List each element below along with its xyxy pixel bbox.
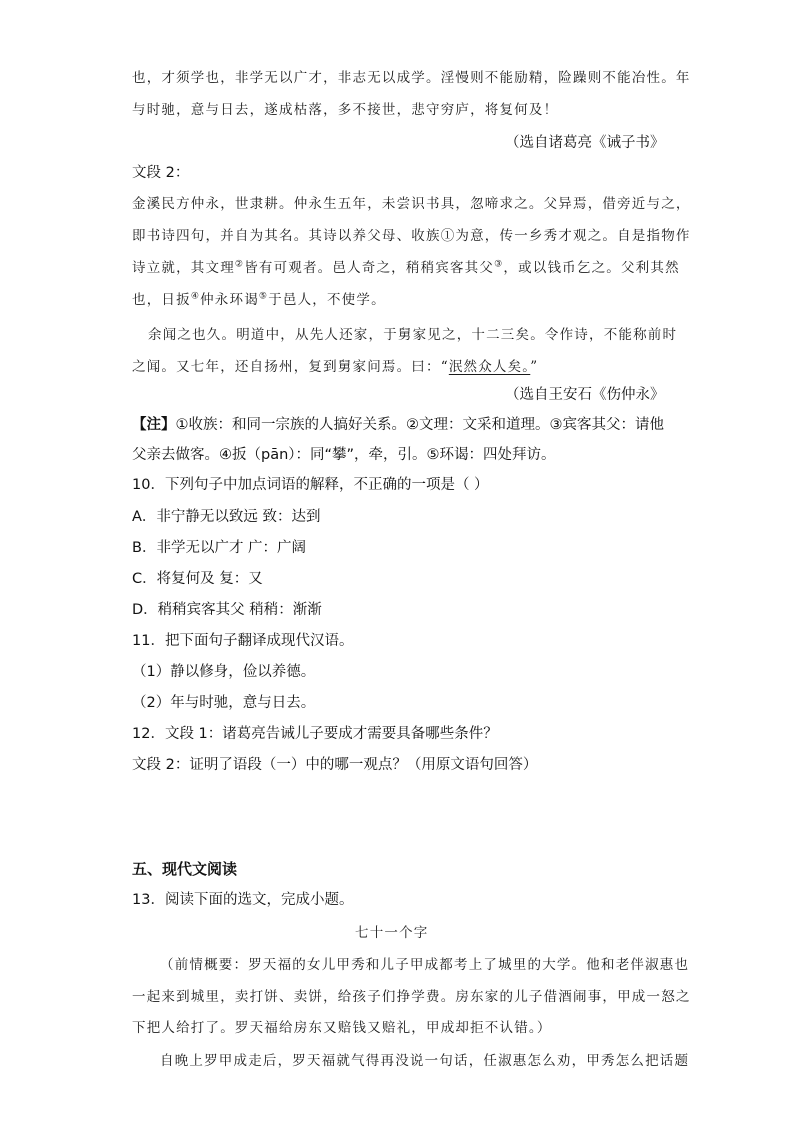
question-12: 12．文段 1：诸葛亮告诫儿子要成才需要具备哪些条件？ — [132, 726, 498, 742]
underlined-quote: 泯然众人矣。 — [448, 359, 531, 375]
passage2-p1-line1: 金溪民方仲永，世隶耕。仲永生五年，未尝识书具，忽啼求之。父异焉，借旁近与之， — [132, 196, 691, 212]
summary-line1: （前情概要：罗天福的女儿甲秀和儿子甲成都考上了城里的大学。他和老伴淑惠也 — [160, 957, 690, 973]
note-line1: 【注】①收族：和同一宗族的人搞好关系。②文理：文采和道理。③宾客其父：请他 — [132, 417, 664, 433]
passage2-p1-line4: 也，日扳④仲永环谒⑤于邑人，不使学。 — [132, 291, 386, 308]
passage2-p2-line2: 之闻。又七年，还自扬州，复到舅家问焉。曰：“泯然众人矣。” — [132, 359, 539, 375]
passage1-line1: 也，才须学也，非学无以广才，非志无以成学。淫慢则不能励精，险躁则不能冶性。年 — [132, 70, 691, 86]
passage1-source: （选自诸葛亮《诫子书》 — [505, 135, 665, 151]
article-title: 七十一个字 — [355, 925, 429, 941]
summary-line2: 一起来到城里，卖打饼、卖饼，给孩子们挣学费。房东家的儿子借酒闹事，甲成一怒之 — [132, 989, 691, 1005]
question-10-option-a: A．非宁静无以致远 致：达到 — [132, 509, 321, 525]
note-line2: 父亲去做客。④扳（pān）：同“攀”，牵，引。⑤环谒：四处拜访。 — [132, 447, 556, 463]
section-heading: 五、现代文阅读 — [132, 860, 238, 878]
question-12-part-b: 文段 2：证明了语段（一）中的哪一观点？（用原文语句回答） — [132, 757, 538, 773]
passage2-p1-line3: 诗立就，其文理②皆有可观者。邑人奇之，稍稍宾客其父③，或以钱币乞之。父利其然 — [132, 259, 680, 276]
body-line1: 自晚上罗甲成走后，罗天福就气得再没说一句话，任淑惠怎么劝，甲秀怎么把话题 — [160, 1053, 690, 1069]
passage2-heading: 文段 2： — [132, 165, 190, 181]
summary-line3: 下把人给打了。罗天福给房东又赔钱又赔礼，甲成却拒不认错。） — [132, 1020, 552, 1036]
passage2-source: （选自王安石《伤仲永》 — [505, 387, 665, 403]
question-10: 10．下列句子中加点词语的解释，不正确的一项是（ ） — [132, 477, 489, 493]
question-11-item-1: （1）静以修身，俭以养德。 — [132, 664, 316, 680]
question-11-item-2: （2）年与时驰，意与日去。 — [132, 695, 316, 711]
question-11: 11．把下面句子翻译成现代汉语。 — [132, 633, 354, 649]
question-13: 13．阅读下面的选文，完成小题。 — [132, 892, 354, 908]
question-10-option-b: B．非学无以广才 广：广阔 — [132, 540, 307, 556]
passage2-p2-line1: 余闻之也久。明道中，从先人还家，于舅家见之，十二三矣。令作诗，不能称前时 — [148, 327, 678, 343]
question-10-option-d: D．稍稍宾客其父 稍稍：渐渐 — [132, 602, 322, 618]
passage2-p1-line2: 即书诗四句，并自为其名。其诗以养父母、收族①为意，传一乡秀才观之。自是指物作 — [132, 228, 691, 244]
passage1-line2: 与时驰，意与日去，遂成枯落，多不接世，悲守穷庐，将复何及！ — [132, 102, 559, 118]
question-10-option-c: C．将复何及 复：又 — [132, 571, 263, 587]
